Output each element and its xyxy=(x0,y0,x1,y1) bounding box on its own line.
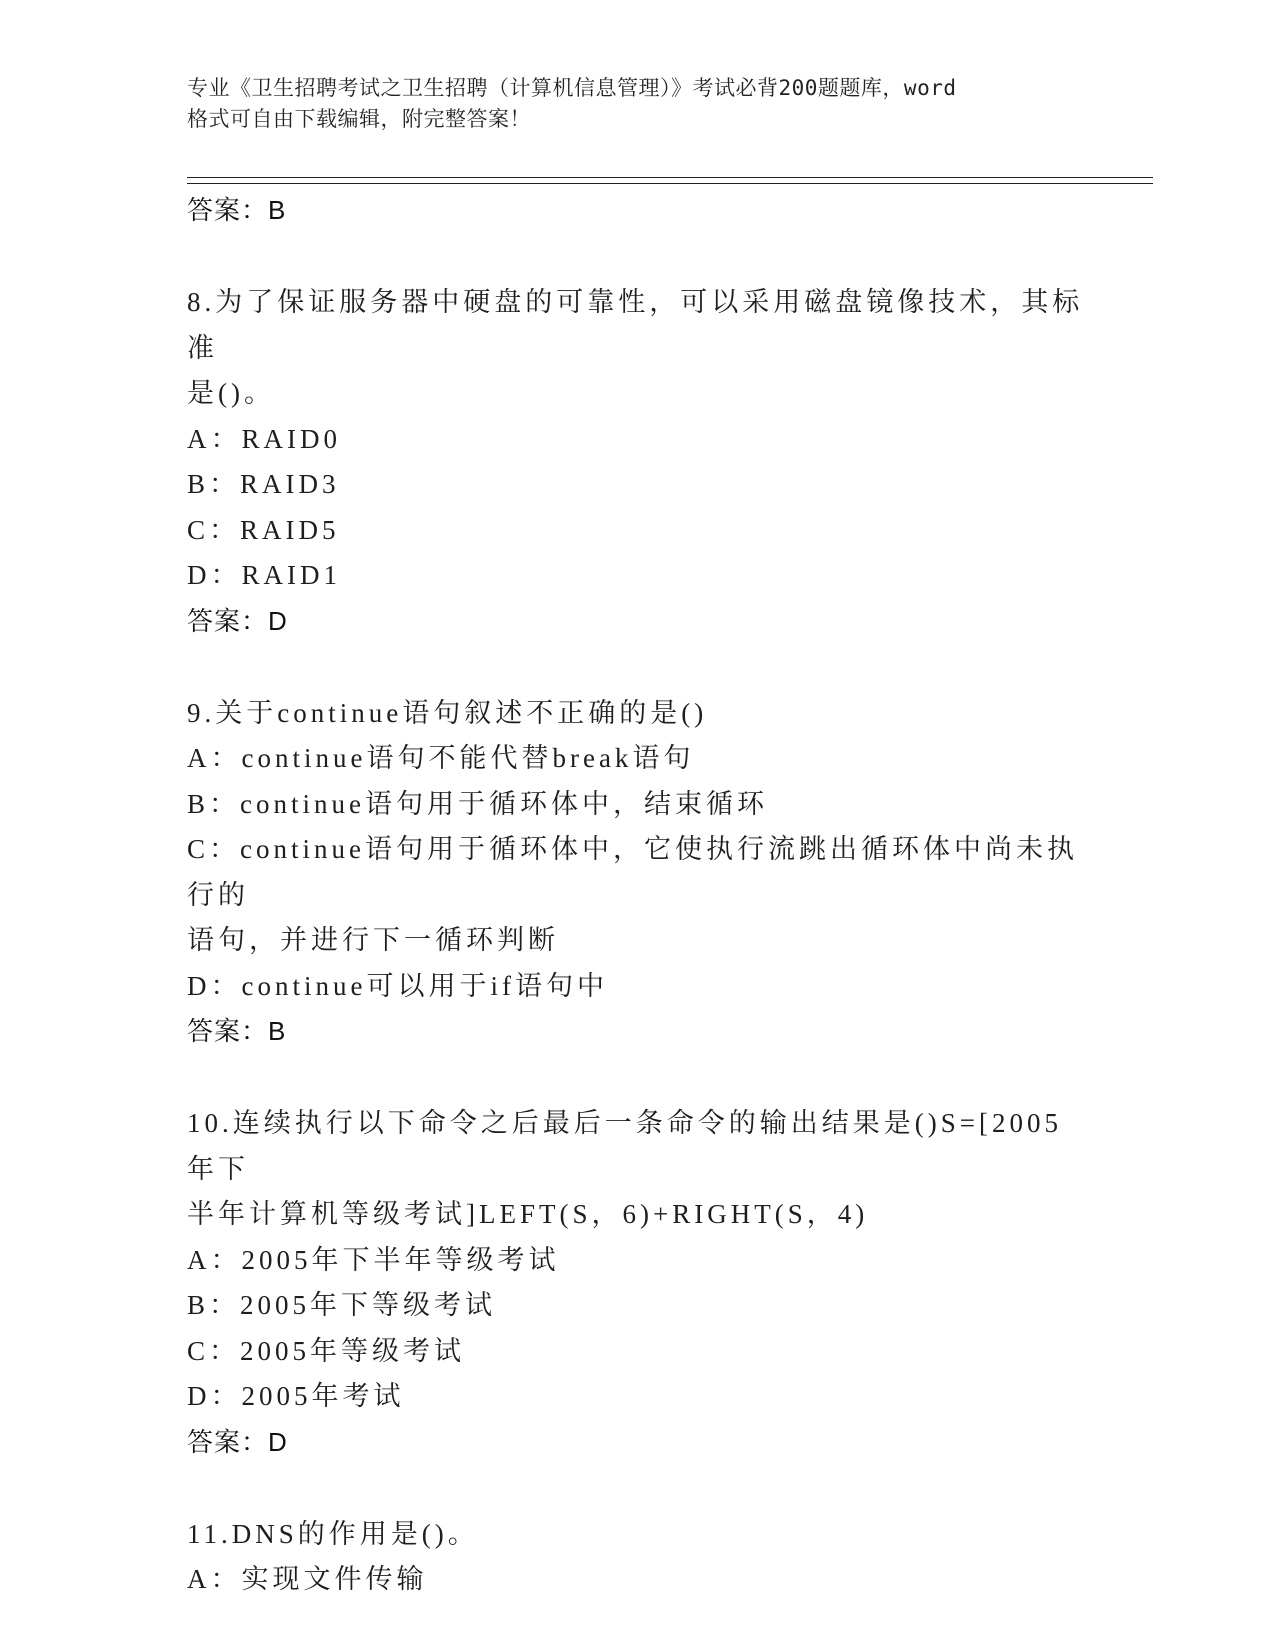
option-c: C：continue语句用于循环体中，它使执行流跳出循环体中尚未执行的 xyxy=(187,834,1078,910)
header-title-line-2: 格式可自由下载编辑，附完整答案！ xyxy=(187,107,531,131)
answer-label: 答案：D xyxy=(187,605,288,636)
option-d: D：2005年考试 xyxy=(187,1381,405,1411)
answer-label: 答案：B xyxy=(187,1016,287,1046)
question-8 xyxy=(187,280,1087,643)
question-text-continued: 是()。 xyxy=(187,378,275,408)
option-a: A：实现文件传输 xyxy=(187,1564,428,1594)
option-d: D：RAID1 xyxy=(187,560,341,590)
option-a: A：RAID0 xyxy=(187,423,341,454)
question-11 xyxy=(187,1512,1087,1603)
question-text: 11.DNS的作用是()。 xyxy=(187,1518,479,1549)
question-text-continued: 半年计算机等级考试]LEFT(S，6)+RIGHT(S，4) xyxy=(187,1199,869,1229)
question-list xyxy=(187,188,1087,1603)
header-divider xyxy=(187,177,1153,184)
option-c: C：2005年等级考试 xyxy=(187,1335,466,1366)
header-title-line-1: 专业《卫生招聘考试之卫生招聘（计算机信息管理）》考试必背200题题库，word xyxy=(187,76,957,100)
option-b: B：2005年下等级考试 xyxy=(187,1290,497,1320)
option-c-continued: 语句，并进行下一循环判断 xyxy=(187,925,559,955)
question-text: 10.连续执行以下命令之后最后一条命令的输出结果是()S=[2005年下 xyxy=(187,1108,1062,1184)
answer-label: 答案：B xyxy=(187,195,287,225)
question-text: 9.关于continue语句叙述不正确的是() xyxy=(187,697,708,728)
option-b: B：continue语句用于循环体中，结束循环 xyxy=(187,788,768,819)
question-9 xyxy=(187,691,1087,1054)
document-header xyxy=(187,73,1087,135)
option-a: A：2005年下半年等级考试 xyxy=(187,1244,560,1275)
option-a: A：continue语句不能代替break语句 xyxy=(187,743,695,773)
question-10 xyxy=(187,1101,1087,1464)
question-text: 8.为了保证服务器中硬盘的可靠性，可以采用磁盘镜像技术，其标准 xyxy=(187,287,1084,363)
option-c: C：RAID5 xyxy=(187,514,340,545)
option-b: B：RAID3 xyxy=(187,469,340,499)
answer-label: 答案：D xyxy=(187,1426,288,1457)
option-d: D：continue可以用于if语句中 xyxy=(187,970,608,1001)
